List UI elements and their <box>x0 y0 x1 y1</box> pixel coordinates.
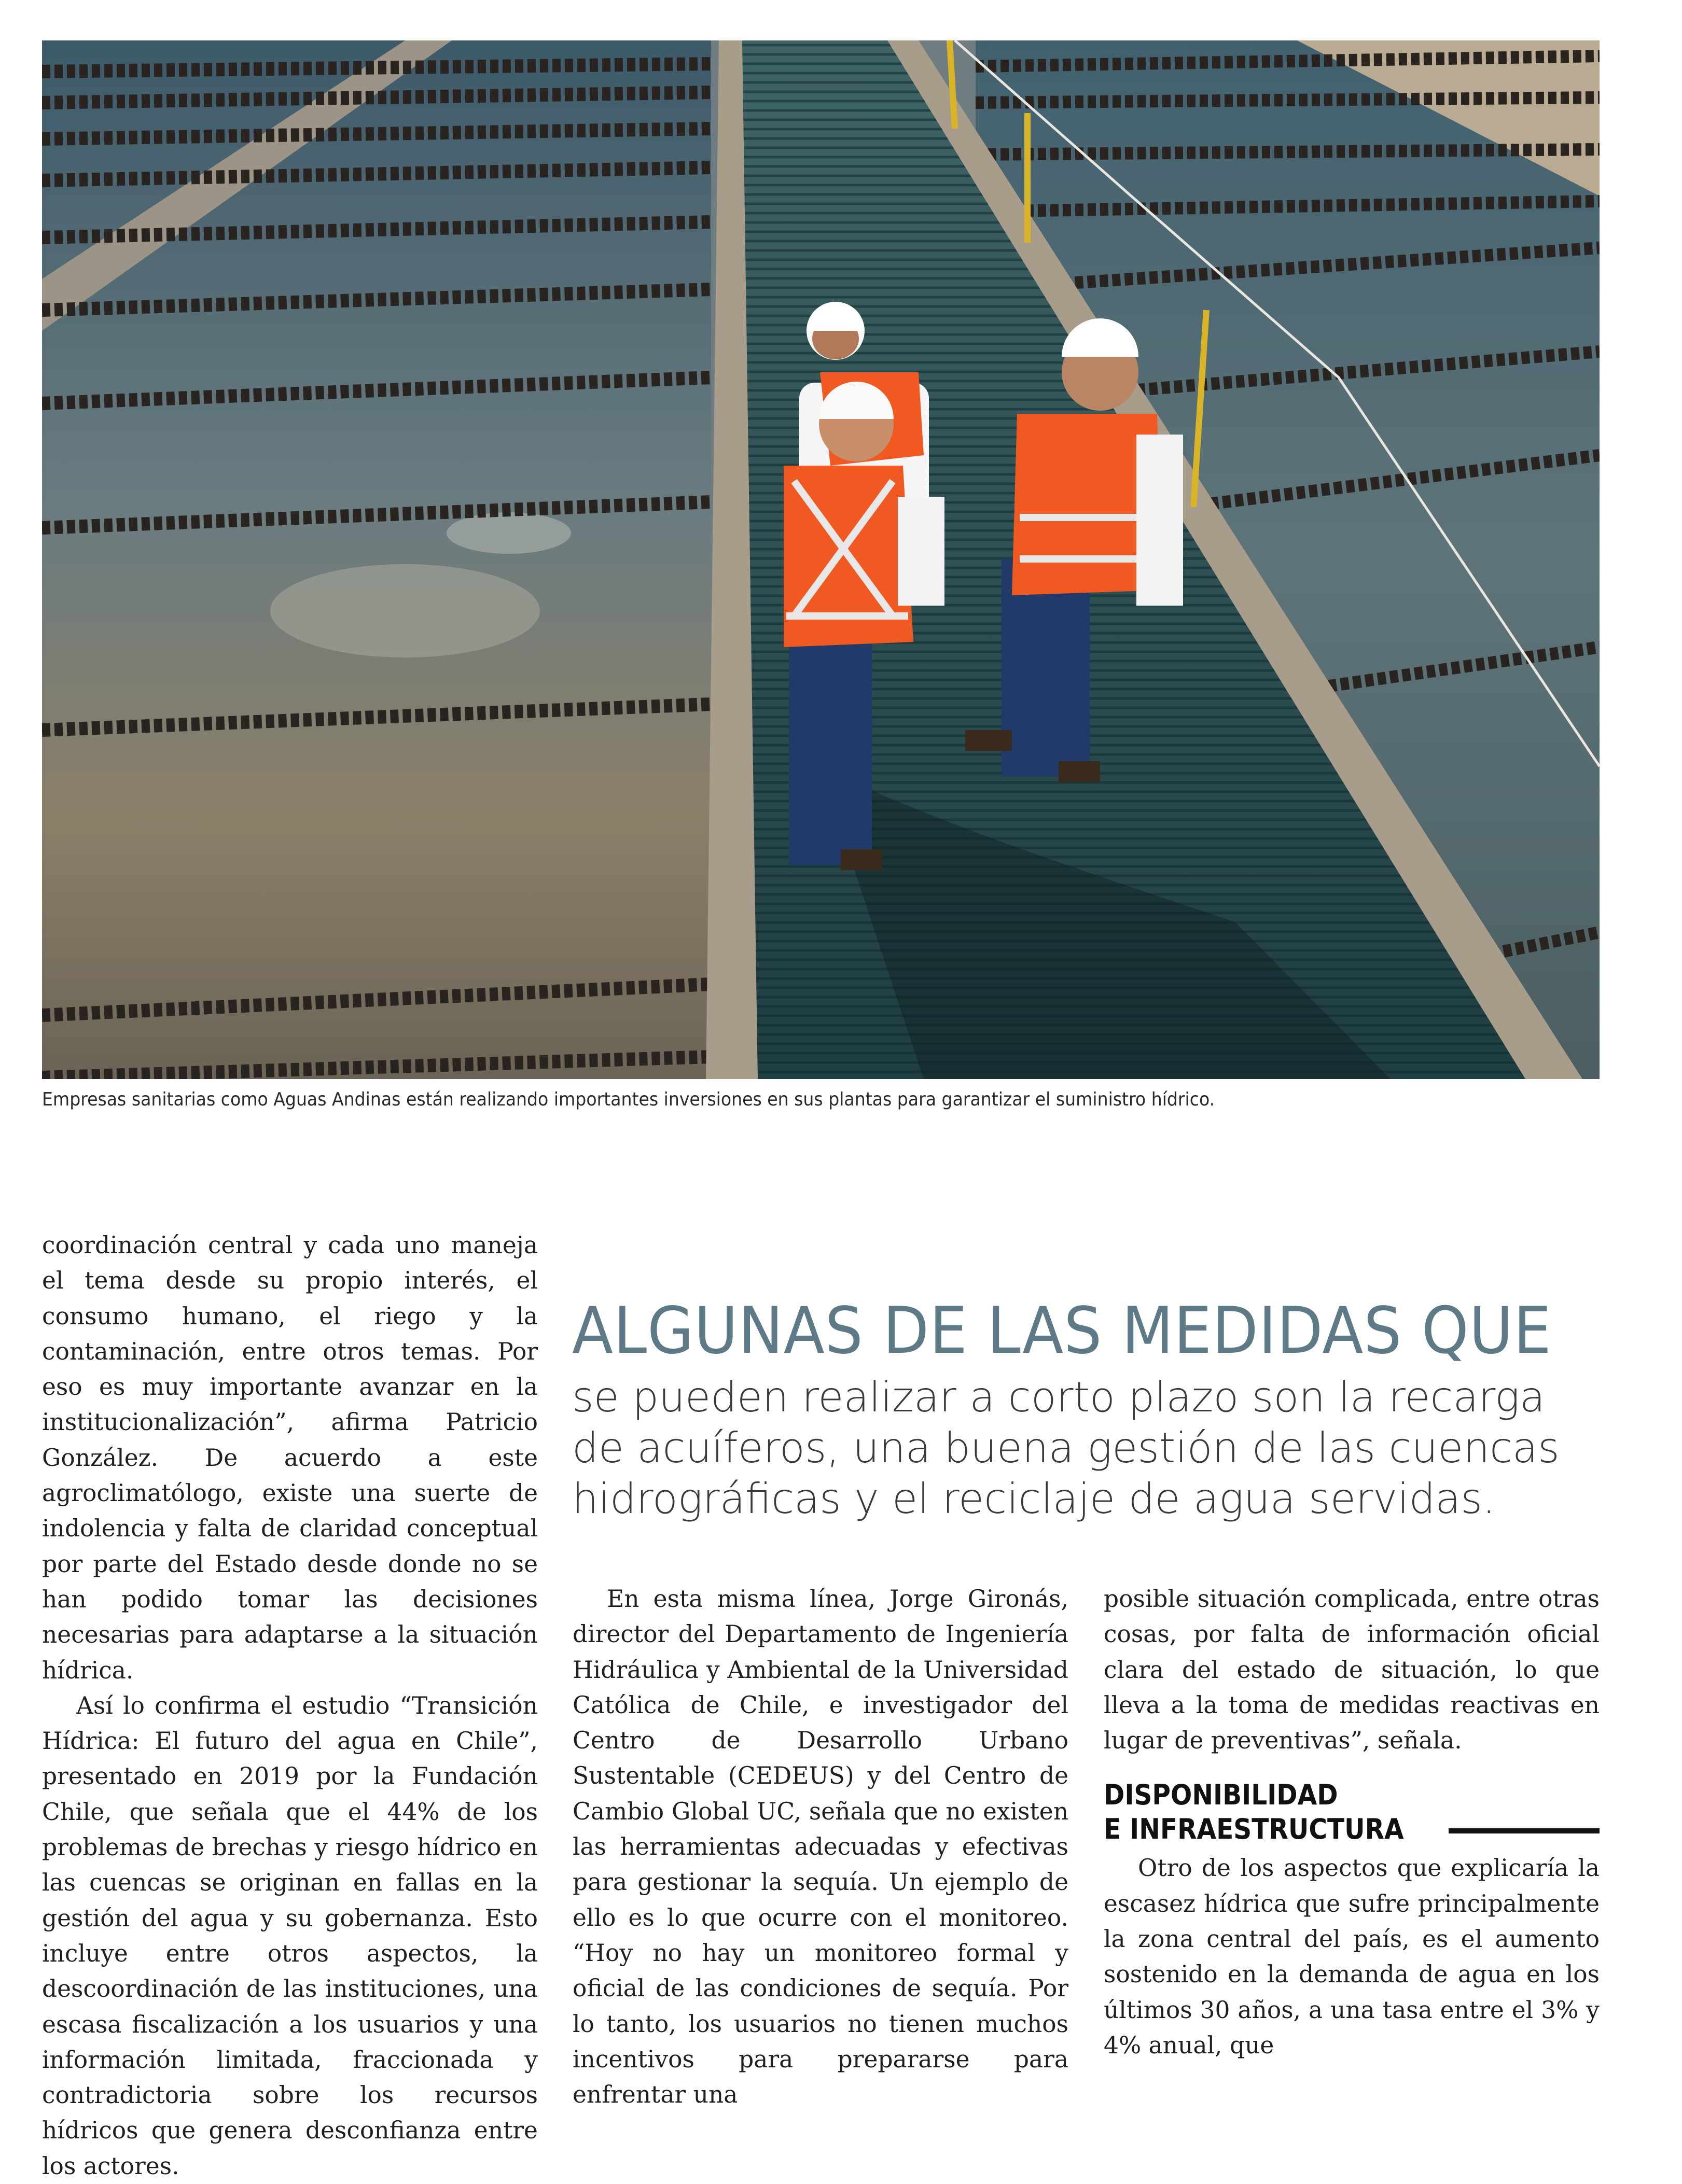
subheading-rule <box>1449 1828 1600 1833</box>
photo-illustration <box>42 40 1600 1079</box>
photo-caption: Empresas sanitarias como Aguas Andinas están realizando importantes inversiones en sus plantas para garantizar el suministro hídrico. <box>42 1089 1215 1110</box>
pull-quote-body: se pueden realizar a corto plazo son la recarga de acuíferos, una buena gestión de las cuencas hidrográficas y el reciclaje de agua servidas. <box>572 1373 1560 1523</box>
text-column-1 <box>42 1228 538 2184</box>
paragraph: Así lo confirma el estudio “Transición Hídrica: El futuro del agua en Chile”, presentado en 2019 por la Fundación Chile, que señala que el 44% de los problemas de brechas y riesgo hídrico en las cuencas se originan en fallas en la gestión del agua y su gobernanza. Esto incluye entre otros aspectos, la descoordinación de las instituciones, una escasa fiscalización a los usuarios y una información limitada, fraccionada y contradictoria sobre los recursos hídricos que genera desconfianza entre los actores. <box>42 1691 538 2180</box>
paragraph: posible situación complicada, entre otras cosas, por falta de información oficial clara del estado de situación, lo que lleva a la toma de medidas reactivas en lugar de preventivas”, señala. <box>1104 1585 1600 1755</box>
water-treatment-plant-photo <box>42 40 1600 1079</box>
paragraph: coordinación central y cada uno maneja el tema desde su propio interés, el consumo humano, el riego y la contaminación, entre otros temas. Por eso es muy importante avanzar en la institucionalización”, afirma Patricio González. De acuerdo a este agroclimatólogo, existe una suerte de indolencia y falta de claridad conceptual por parte del Estado desde donde no se han podido tomar las decisiones necesarias para adaptarse a la situación hídrica. <box>42 1231 538 1684</box>
pull-quote-lead: ALGUNAS DE LAS MEDIDAS QUE <box>572 1294 1552 1368</box>
paragraph: Otro de los aspectos que explicaría la escasez hídrica que sufre principalmente la zona central del país, es el aumento sostenido en la demanda de agua en los últimos 30 años, a una tasa entre el 3% y 4% anual, que <box>1104 1854 1600 2059</box>
paragraph: En esta misma línea, Jorge Gironás, director del Departamento de Ingeniería Hidráulica y Ambiental de la Universidad Católica de Chile, e investigador del Centro de Desarrollo Urbano Sustentable (CEDEUS) y del Centro de Cambio Global UC, señala que no existen las herramientas adecuadas y efectivas para gestionar la sequía. Un ejemplo de ello es lo que ocurre con el monitoreo. “Hoy no hay un monitoreo formal y oficial de las condiciones de sequía. Por lo tanto, los usuarios no tienen muchos incentivos para prepararse para enfrentar una <box>573 1585 1068 2109</box>
pull-quote <box>572 1292 1604 1524</box>
text-column-2 <box>573 1581 1068 2112</box>
subheading-line-2: E INFRAESTRUCTURA <box>1104 1813 1404 1846</box>
subheading-line-1: DISPONIBILIDAD <box>1104 1779 1338 1812</box>
section-subheading <box>1104 1778 1600 1846</box>
text-column-3 <box>1104 1581 1600 2063</box>
